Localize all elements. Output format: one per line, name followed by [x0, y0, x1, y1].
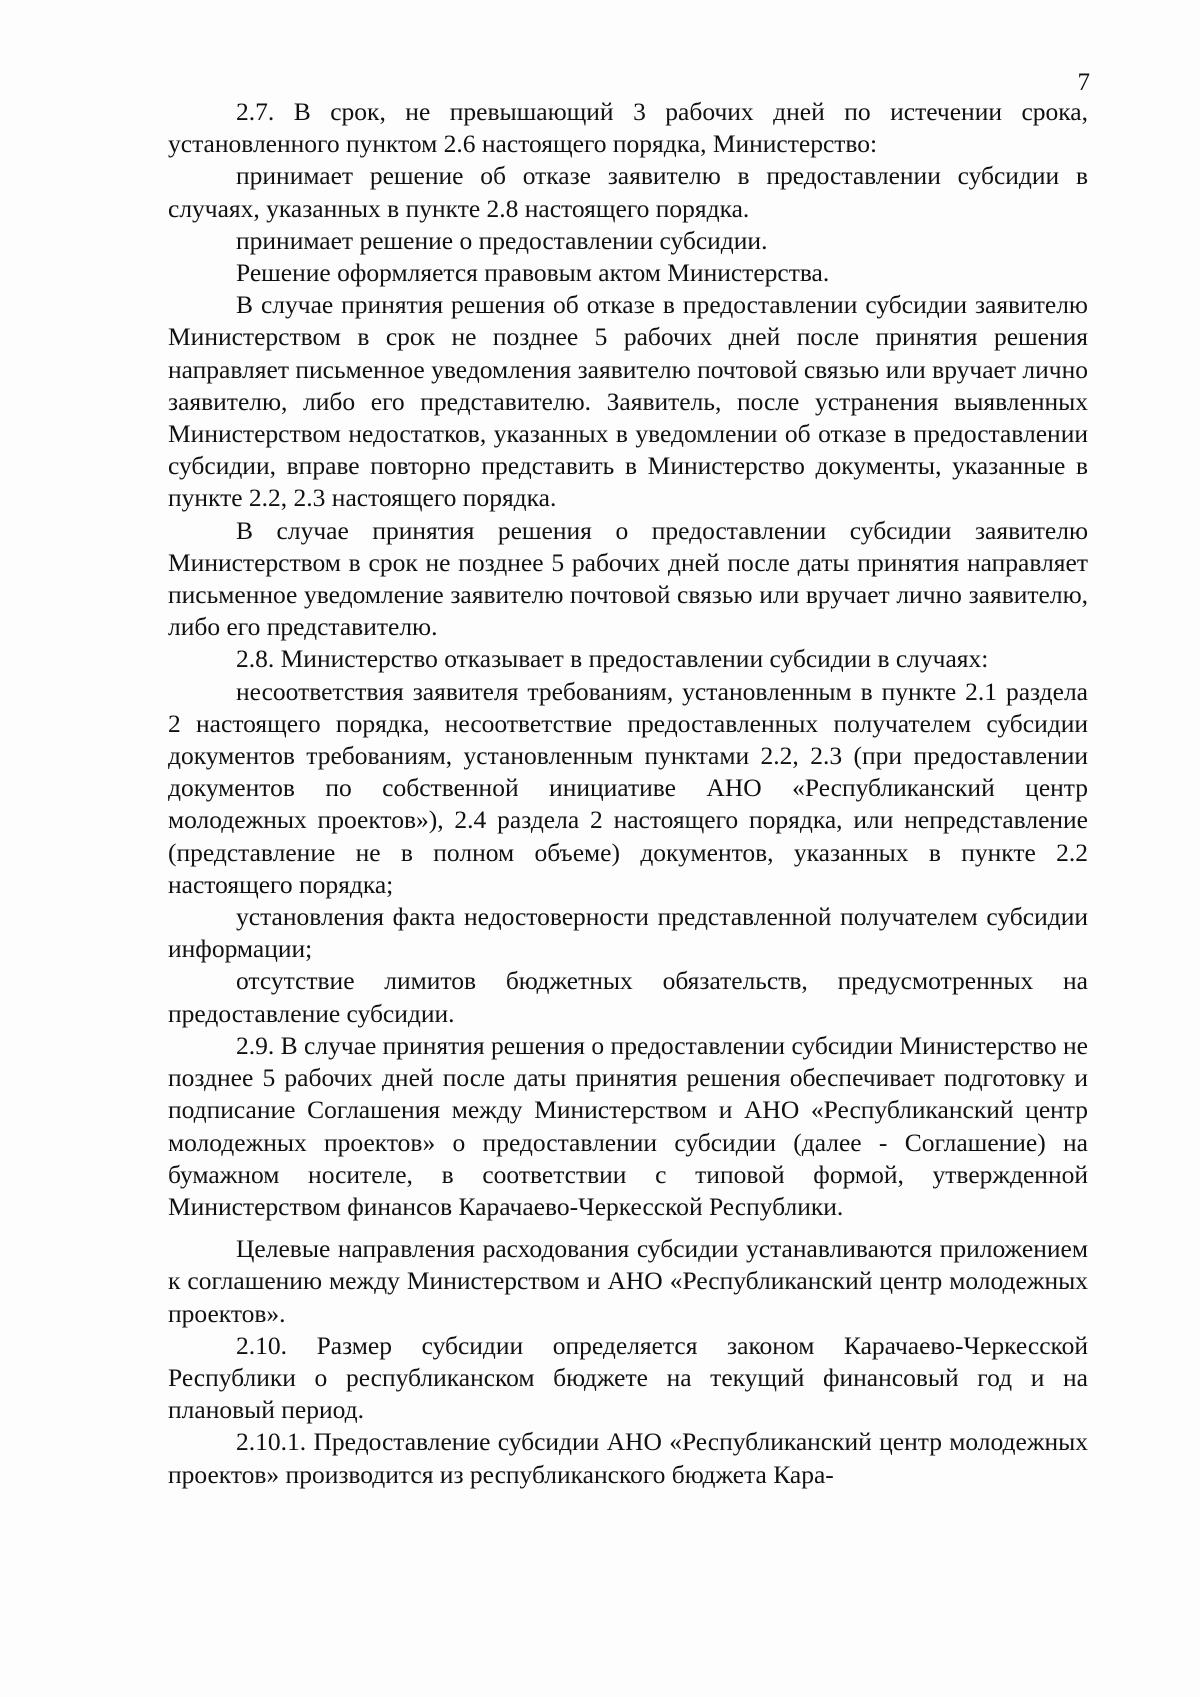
page-number: 7	[1077, 69, 1090, 96]
paragraph-2-10-1: 2.10.1. Предоставление субсидии АНО «Республиканский центр молодежных проектов» производится из республиканского бюджета Кара-	[168, 1427, 1088, 1489]
paragraph-2-7: 2.7. В срок, не превышающий 3 рабочих дней по истечении срока, установленного пунктом 2.6 настоящего порядка, Министерство:	[168, 97, 1088, 159]
paragraph-refusal-decision: принимает решение об отказе заявителю в предоставлении субсидии в случаях, указанных в пункте 2.8 настоящего порядка.	[168, 161, 1088, 223]
paragraph-no-limits: отсутствие лимитов бюджетных обязательств, предусмотренных на предоставление субсидии.	[168, 966, 1088, 1028]
paragraph-2-8: 2.8. Министерство отказывает в предоставлении субсидии в случаях:	[236, 644, 989, 674]
paragraph-2-9: 2.9. В случае принятия решения о предоставлении субсидии Министерство не позднее 5 рабочих дней после даты принятия решения обеспечивает подготовку и подписание Соглашения между Министерством и АНО «Республиканский центр молодежных проектов» о предоставлении субсидии (далее - Соглашение) на бумажном носителе, в соответствии с типовой формой, утвержденной Министерством финансов Карачаево-Черкесской Республики.	[168, 1030, 1088, 1221]
paragraph-grant-decision: принимает решение о предоставлении субсидии.	[236, 225, 768, 255]
paragraph-refusal-notice: В случае принятия решения об отказе в предоставлении субсидии заявителю Министерством в срок не позднее 5 рабочих дней после принятия решения направляет письменное уведомления заявителю почтовой связью или вручает лично заявителю, либо его представителю. Заявитель, после устранения выявленных Министерством недостатков, указанных в уведомлении об отказе в предоставлении субсидии, вправе повторно представить в Министерство документы, указанные в пункте 2.2, 2.3 настоящего порядка.	[168, 290, 1088, 513]
paragraph-2-10: 2.10. Размер субсидии определяется законом Карачаево-Черкесской Республики о республиканском бюджете на текущий финансовый год и на плановый период.	[168, 1330, 1088, 1425]
paragraph-legal-act: Решение оформляется правовым актом Министерства.	[236, 258, 830, 288]
paragraph-target-directions: Целевые направления расходования субсидии устанавливаются приложением к соглашению между Министерством и АНО «Республиканский центр молодежных проектов».	[168, 1234, 1088, 1328]
document-body	[168, 96, 1088, 1491]
paragraph-noncompliance: несоответствия заявителя требованиям, установленным в пункте 2.1 раздела 2 настоящего порядка, несоответствие предоставленных получателем субсидии документов требованиям, установленным пунктами 2.2, 2.3 (при предоставлении документов по собственной инициативе АНО «Республиканский центр молодежных проектов»), 2.4 раздела 2 настоящего порядка, или непредставление (представление не в полном объеме) документов, указанных в пункте 2.2 настоящего порядка;	[168, 676, 1088, 899]
paragraph-grant-notice: В случае принятия решения о предоставлении субсидии заявителю Министерством в срок не позднее 5 рабочих дней после даты принятия направляет письменное уведомление заявителю почтовой связью или вручает лично заявителю, либо его представителю.	[168, 515, 1088, 642]
paragraph-false-info: установления факта недостоверности представленной получателем субсидии информации;	[168, 902, 1088, 964]
